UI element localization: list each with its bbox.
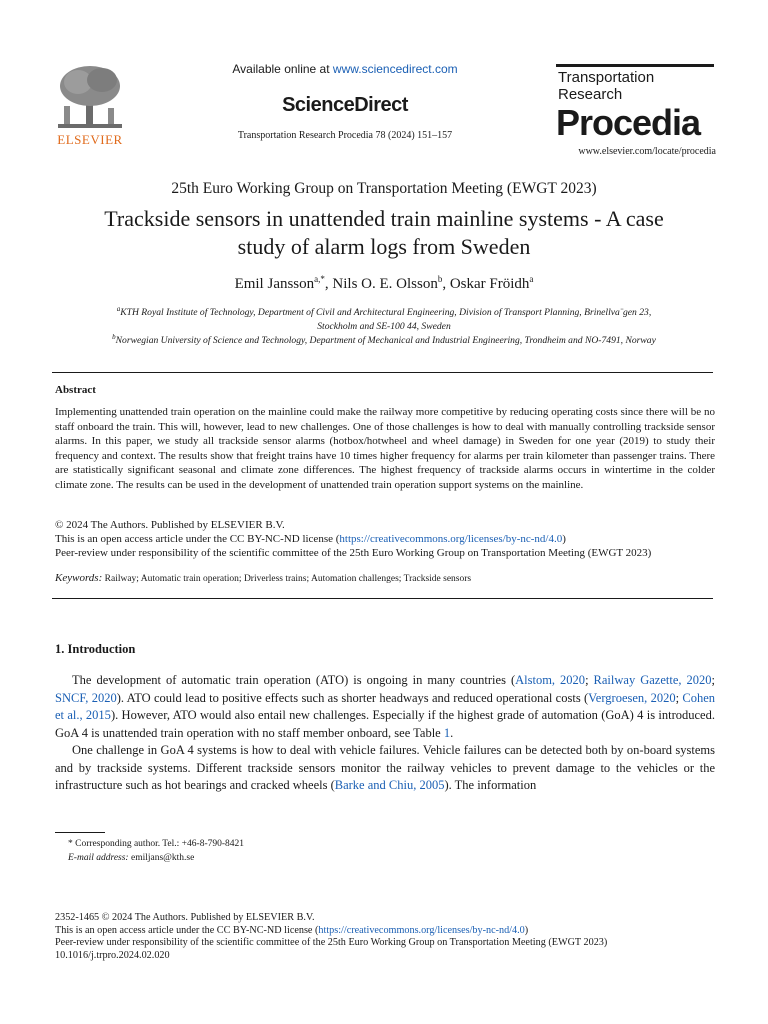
author-name: Oskar Fröidh	[449, 276, 530, 292]
author-name: Emil Jansson	[234, 276, 315, 292]
footer-license-suffix: )	[524, 924, 529, 936]
author-separator: ,	[442, 276, 450, 292]
footer-doi[interactable]: 10.1016/j.trpro.2024.02.020	[55, 949, 170, 961]
keywords-label: Keywords:	[55, 572, 103, 584]
elsevier-wordmark: ELSEVIER	[57, 132, 123, 147]
title-line-1: Trackside sensors in unattended train mainline systems - A case	[104, 206, 664, 231]
text-run: The development of automatic train operation (ATO) is ongoing in many countries (	[72, 673, 516, 687]
journal-reference: Transportation Research Procedia 78 (2024) 151–157	[237, 130, 453, 141]
author-superscript: b	[437, 274, 443, 284]
elsevier-tree-icon	[50, 62, 130, 132]
platform-name: ScienceDirect	[282, 94, 408, 116]
copyright-line: © 2024 The Authors. Published by ELSEVIER B.V.	[55, 519, 285, 531]
citation-link[interactable]: Barke and Chiu, 2005	[334, 778, 445, 792]
intro-body	[55, 672, 715, 795]
email-label: E-mail address:	[68, 853, 129, 863]
table-link[interactable]: 1	[443, 725, 451, 740]
license-prefix: This is an open access article under the CC BY-NC-ND license (	[55, 533, 340, 545]
affiliation-b-line1: Norwegian University of Science and Technology, Department of Mechanical and Industrial Engineering, Trondheim and NO-7491, Norway	[115, 335, 656, 347]
citation-link[interactable]: Cohen et al., 2015	[55, 690, 716, 722]
author-separator: ,	[324, 276, 333, 292]
footnote	[55, 837, 655, 865]
footer-issn-line: 2352-1465 © 2024 The Authors. Published by ELSEVIER B.V.	[55, 912, 315, 923]
sciencedirect-link[interactable]: www.sciencedirect.com	[332, 62, 458, 76]
text-run: ). ATO could lead to positive effects such as shorter headways and reduced operational costs (	[116, 690, 589, 705]
affiliation-a-line1: KTH Royal Institute of Technology, Department of Civil and Architectural Engineering, Division of Transport Planning, Brinellva¨gen 23,	[120, 307, 652, 319]
abstract-heading: Abstract	[55, 384, 96, 396]
affiliation-mark: a	[116, 305, 121, 313]
abstract-text: Implementing unattended train operation on the mainline could make the railway more competitive by reducing operating costs since there will be no staff onboard the train. This will, however, lead to new challenges. One of those challenges is how to deal with manually controlling trackside sensor alarms. In this paper, we study all trackside sensor alarms (hotbox/hotwheel and wheel damage) in Sweden for one year (2019) to study their frequency and context. The results show that freight trains have 10 times higher frequency for alarms per train kilometer than passenger trains. There are statistically significant seasonal and climate zone differences. The highest frequency of trackside alarms occurs in wintertime in the colder climate zone. The results can be used in the development of unattended train operation support systems on the mainline.	[55, 406, 715, 491]
text-run: ;	[675, 690, 683, 705]
citation-link[interactable]: Railway Gazette, 2020	[593, 673, 712, 687]
available-prefix: Available online at	[232, 62, 333, 76]
footer-license-link[interactable]: https://creativecommons.org/licenses/by-nc-nd/4.0	[318, 924, 525, 936]
section-heading: 1. Introduction	[55, 642, 136, 656]
footnote-mark: *	[68, 839, 73, 849]
text-run: ). However, ATO would also entail new challenges. Especially if the highest grade of automation (GoA) 4 is introduced. GoA 4 is unattended train operation with no staff member onboard, see Table	[55, 708, 715, 740]
affiliation-mark: b	[112, 333, 116, 341]
email-address[interactable]: emiljans@kth.se	[128, 853, 195, 863]
intro-paragraph-1	[55, 672, 715, 742]
elsevier-logo	[50, 62, 130, 150]
paper-title	[60, 205, 708, 261]
license-suffix: )	[562, 533, 566, 545]
footnote-line1: Corresponding author. Tel.: +46-8-790-8421	[72, 839, 245, 849]
text-run: ;	[585, 673, 594, 687]
footer-license-line	[55, 925, 735, 938]
journal-url[interactable]: www.elsevier.com/locate/procedia	[578, 146, 716, 157]
keywords-text: Railway; Automatic train operation; Driverless trains; Automation challenges; Trackside sensors	[102, 574, 472, 584]
author-superscript: a,*	[314, 274, 325, 284]
journal-logo	[556, 64, 714, 147]
affiliation-a-line2: Stockholm and SE-100 44, Sweden	[317, 321, 451, 333]
text-run: ). The information	[444, 778, 537, 792]
license-line	[55, 532, 715, 546]
author-name: Nils O. E. Olsson	[332, 276, 438, 292]
author-superscript: a	[529, 274, 534, 284]
available-online	[210, 62, 480, 76]
journal-logo-line1: Transportation	[558, 69, 655, 86]
text-run: .	[450, 725, 454, 740]
license-link[interactable]: https://creativecommons.org/licenses/by-nc-nd/4.0	[339, 533, 563, 545]
citation-link[interactable]: Alstom, 2020	[515, 673, 586, 687]
footer-peer-review-line: Peer-review under responsibility of the scientific committee of the 25th Euro Working Group on Transportation Meeting (EWGT 2023)	[55, 937, 608, 949]
conference-name: 25th Euro Working Group on Transportation Meeting (EWGT 2023)	[171, 180, 597, 197]
divider-bottom	[52, 598, 713, 599]
citation-link[interactable]: Vergroesen, 2020	[588, 690, 676, 705]
affiliation-b	[56, 330, 712, 348]
text-run: One challenge in GoA 4 systems is how to deal with vehicle failures. Vehicle failures can be detected both by on-board systems and by trackside systems. Different trackside sensors monitor the railway vehicles to prevent damage to the vehicles or the infrastructure such as hot bearings and cracked wheels (	[55, 743, 715, 792]
footnote-rule	[55, 832, 105, 833]
divider-top	[52, 372, 713, 373]
keywords	[55, 572, 715, 584]
license-block	[55, 518, 715, 560]
text-run: ;	[711, 673, 715, 687]
author-list	[60, 274, 708, 293]
title-line-2: study of alarm logs from Sweden	[237, 234, 531, 259]
journal-logo-line3: Procedia	[556, 102, 701, 143]
page-footer	[55, 912, 735, 962]
peer-review-line: Peer-review under responsibility of the scientific committee of the 25th Euro Working Group on Transportation Meeting (EWGT 2023)	[55, 547, 652, 559]
citation-link[interactable]: SNCF, 2020	[55, 690, 117, 705]
intro-paragraph-2	[55, 742, 715, 795]
footer-license-prefix: This is an open access article under the CC BY-NC-ND license (	[55, 924, 319, 936]
journal-logo-line2: Research	[558, 86, 623, 103]
